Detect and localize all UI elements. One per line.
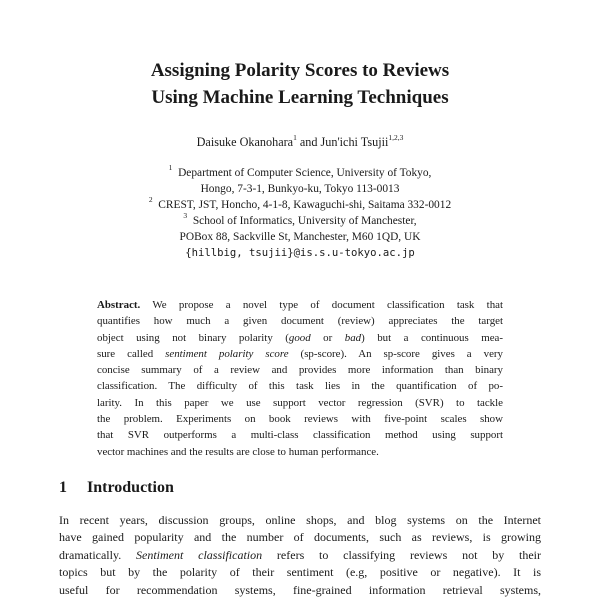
affiliation-1-address: Hongo, 7-3-1, Bunkyo-ku, Tokyo 113-0013 [200, 183, 400, 195]
abstract-line: concise summary of a review and provides more information than binary [97, 364, 503, 377]
affiliation-text: School of Informatics, University of Manchester, [192, 215, 417, 227]
body-text: dramatically. [59, 547, 136, 562]
section-title: Introduction [87, 479, 174, 496]
abstract-text: We propose a novel type of document classification task that [152, 299, 504, 311]
affiliation-mark: 2 [148, 195, 153, 205]
abstract-text: ) but a continuous mea- [361, 331, 503, 344]
affiliation-text: Department of Computer Science, University of Tokyo, [178, 167, 432, 179]
body-line: have gained popularity and the number of documents, such as reviews, is growing [59, 530, 541, 545]
abstract-text: or [310, 331, 345, 344]
abstract-line [97, 297, 503, 313]
author-email: {hillbig, tsujii}@is.s.u-tokyo.ac.jp [185, 247, 415, 259]
body-line: In recent years, discussion groups, online shops, and blog systems on the Internet [59, 513, 541, 527]
abstract-text: sure called [97, 347, 166, 360]
body-text: refers to classifying reviews not by their [262, 547, 541, 562]
abstract-line [97, 330, 503, 346]
body-line: useful for recommendation systems, fine-grained information retrieval systems, [59, 582, 541, 597]
body-line: topics but by the polarity of their sentiment (e.g, positive or negative). It is [59, 565, 541, 580]
affiliation-3-address: POBox 88, Sackville St, Manchester, M60 1QD, UK [179, 231, 421, 243]
abstract [97, 297, 503, 460]
affiliation-2 [0, 197, 600, 213]
title-line-1: Assigning Polarity Scores to Reviews [150, 60, 450, 81]
paper-title [0, 57, 600, 111]
body-line [59, 547, 541, 564]
abstract-emphasis: bad [344, 331, 362, 344]
title-line-2: Using Machine Learning Techniques [151, 87, 449, 108]
author-conjunction: and [296, 135, 321, 149]
author-name: Daisuke Okanohara [196, 135, 294, 149]
author-name: Jun'ichi Tsujii [320, 135, 389, 149]
affiliation-1 [0, 165, 600, 181]
author-affiliation-mark: 1 [293, 132, 297, 142]
affiliation-3 [0, 213, 600, 229]
section-heading-introduction [59, 478, 174, 498]
section-number: 1 [59, 479, 67, 496]
affiliation-mark: 1 [168, 163, 173, 173]
abstract-emphasis: sentiment polarity score [165, 347, 289, 360]
abstract-line: vector machines and the results are close to human performance. [97, 445, 379, 458]
body-emphasis: Sentiment classification [136, 547, 263, 562]
abstract-line: classification. The difficulty of this task lies in the quantification of po- [97, 380, 503, 393]
abstract-line [97, 346, 503, 362]
author-affiliation-mark: 1,2,3 [388, 132, 404, 142]
abstract-line: the problem. Experiments on book reviews with five-point scales show [97, 413, 503, 426]
abstract-label: Abstract. [97, 299, 141, 311]
introduction-body [59, 512, 541, 599]
abstract-line: larity. In this paper we use support vector regression (SVR) to tackle [97, 396, 503, 409]
abstract-emphasis: good [288, 331, 311, 344]
affiliations [0, 165, 600, 261]
abstract-line: quantifies how much a given document (review) appreciates the target [97, 315, 503, 328]
abstract-text: object using not binary polarity ( [97, 331, 289, 344]
abstract-text: (sp-score). An sp-score gives a very [288, 347, 503, 360]
affiliation-text: CREST, JST, Honcho, 4-1-8, Kawaguchi-shi, Saitama 332-0012 [158, 199, 452, 211]
affiliation-mark: 3 [183, 211, 188, 221]
author-list [0, 134, 600, 150]
abstract-line: that SVR outperforms a multi-class classification method using support [97, 429, 503, 442]
